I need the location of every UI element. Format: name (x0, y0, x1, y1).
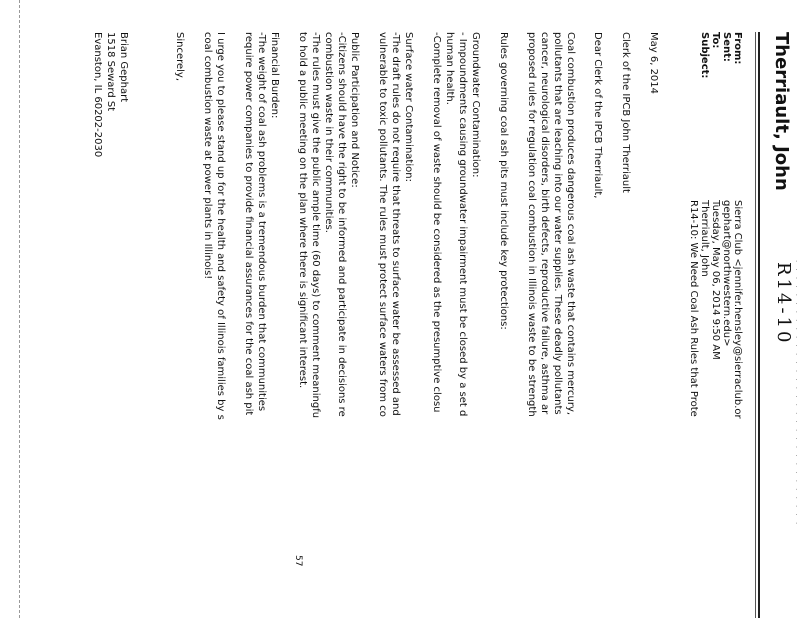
groundwater-line: - Impoundments causing groundwater impairment must be closed by a set d (457, 32, 468, 417)
groundwater-line: human health. (444, 32, 455, 105)
scan-edge-marks: · · · · · · · · · · · · · · · · · · · · · · · · · · · · · · · · (792, 260, 800, 527)
signature-street: 1518 Seward St (105, 32, 116, 112)
financial-line: require power companies to provide financial assurances for the coal ash pit (243, 32, 254, 416)
participation-heading: Public Participation and Notice: (349, 32, 360, 188)
closing-line: I urge you to please stand up for the health and safety of Illinois families by s (215, 32, 226, 420)
letter-salutation: Dear Clerk of the IPCB Therriault, (592, 32, 603, 199)
from-label: From: (732, 32, 743, 65)
signoff: Sincerely, (174, 32, 185, 82)
surface-water-heading: Surface water Contamination: (403, 32, 414, 182)
participation-line: -Citizens should have the right to be informed and participate in decisions re (336, 32, 347, 417)
intro-line: proposed rules for regulation coal combustion in Illinois waste to be strength (526, 32, 537, 417)
from-value: Sierra Club <jennifer.hensley@sierraclub.or (732, 200, 743, 419)
closing-line: coal combustion waste at power plants in Illinois! (202, 32, 213, 280)
to-label: To: (710, 32, 721, 49)
participation-line: to hold a public meeting on the plan where there is significant interest. (297, 32, 308, 389)
signature-city: Evanston, IL 60202-2030 (92, 32, 103, 158)
subject-value: R14-10: We Need Coal Ash Rules that Prote (688, 200, 699, 417)
intro-line: cancer, neurological disorders, birth defects, reproductive failure, asthma ar (539, 32, 550, 415)
from-value-continued: gephart@northwestern.edu> (721, 200, 732, 347)
surface-water-line: -The draft rules do not require that threats to surface water be assessed and (390, 32, 401, 416)
groundwater-line: -Complete removal of waste should be considered as the presumptive closu (431, 32, 442, 413)
sent-label: Sent: (721, 32, 732, 62)
intro-line: Coal combustion produces dangerous coal ash waste that contains mercury, (565, 32, 576, 416)
participation-line: -The rules must give the public ample time (60 days) to comment meaningfu (310, 32, 321, 419)
letter-date: May 6, 2014 (648, 32, 659, 95)
page-number: 57 (293, 555, 303, 567)
to-value: Therriault, John (699, 200, 710, 277)
signature-name: Brian Gephart (118, 32, 129, 103)
surface-water-line: vulnerable to toxic pollutants. The rules must protect surface waters from co (377, 32, 388, 417)
document-title: Therriault, John (771, 32, 792, 191)
participation-line: combustion waste in their communities. (323, 32, 334, 233)
letter-recipient: Clerk of the IPCB John Therriault (620, 32, 631, 193)
sent-value: Tuesday, May 06, 2014 9:50 AM (710, 200, 721, 360)
groundwater-heading: Groundwater Contamination: (470, 32, 481, 178)
title-divider (758, 32, 760, 618)
subject-label: Subject: (699, 32, 710, 79)
financial-line: -The weight of coal ash problems is a tremendous burden that communities (256, 32, 267, 412)
key-protections-line: Rules governing coal ash pits must include key protections: (498, 32, 509, 330)
scan-edge-dashes (18, 0, 20, 618)
title-divider-thin (755, 32, 756, 618)
financial-heading: Financial Burden: (269, 32, 280, 119)
docket-number: R14-10 (773, 262, 794, 346)
intro-line: pollutants that are leaching into our water supplies. These deadly pollutants (552, 32, 563, 415)
